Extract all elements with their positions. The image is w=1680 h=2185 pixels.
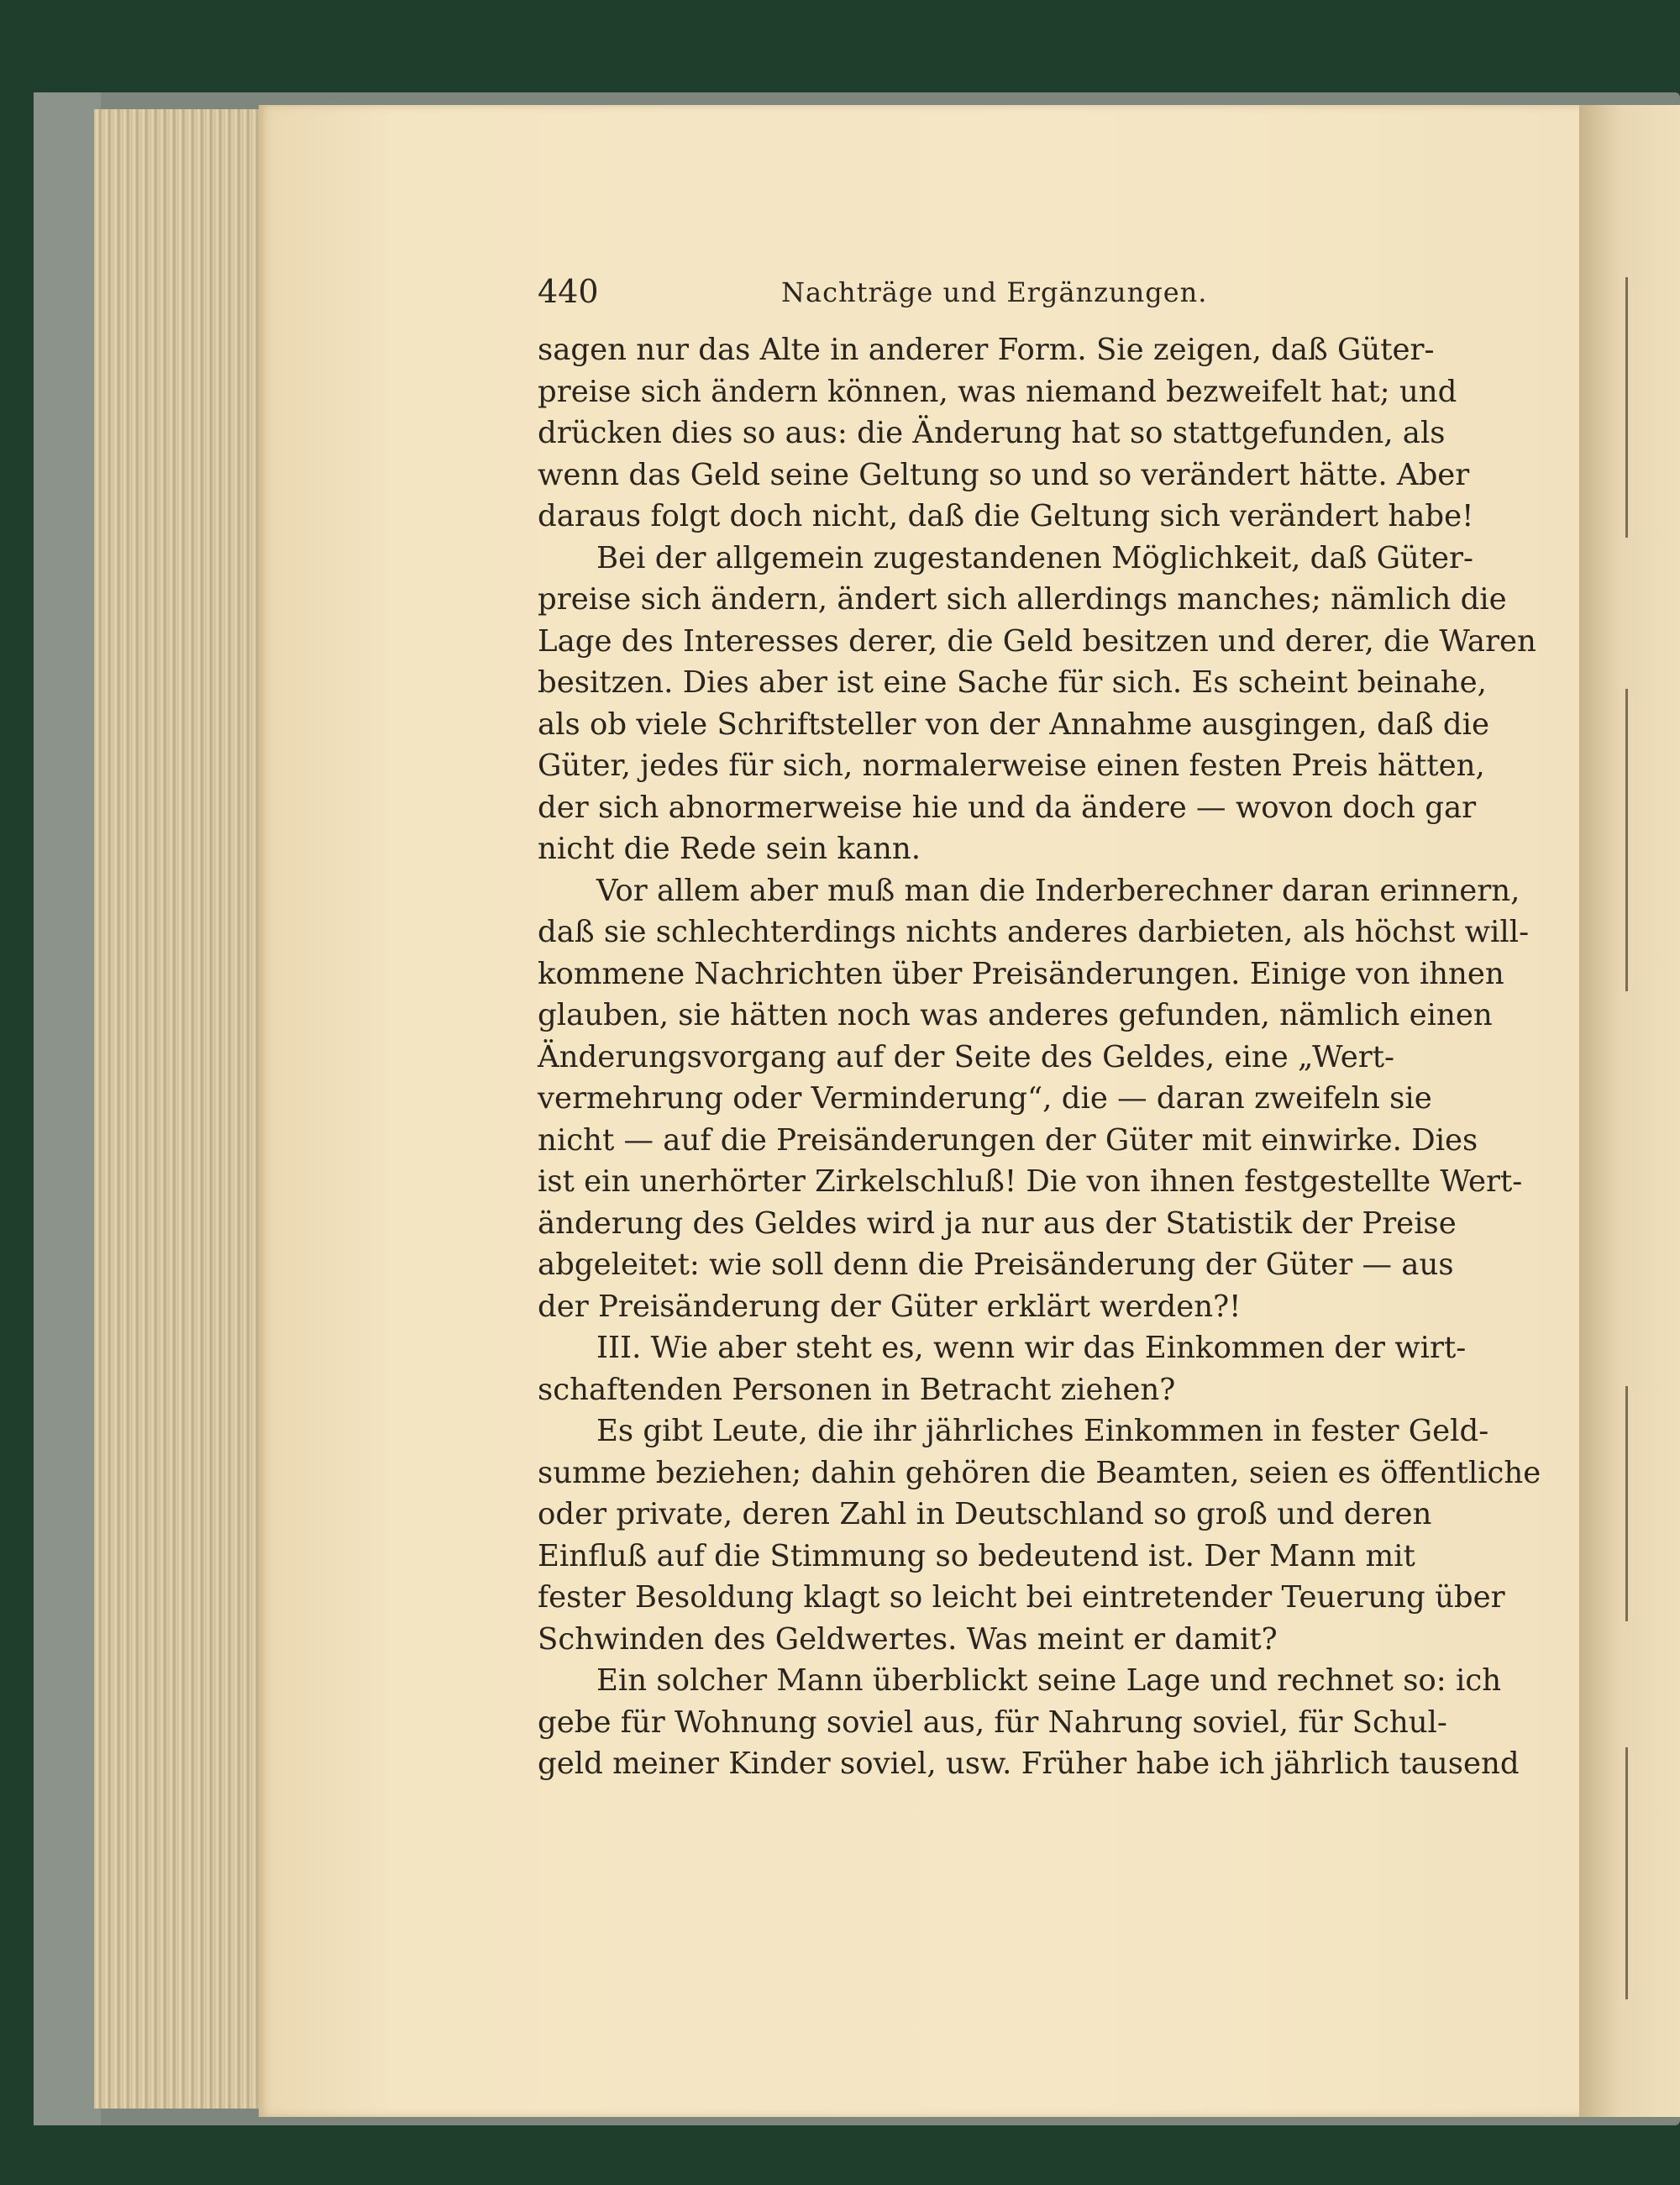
text-line: abgeleitet: wie soll denn die Preisänderung der Güter — aus bbox=[538, 1247, 1454, 1282]
text-line: Änderungsvorgang auf der Seite des Geldes, eine „Wert- bbox=[538, 1039, 1394, 1074]
text-line: geld meiner Kinder soviel, usw. Früher habe ich jährlich tausend bbox=[538, 1746, 1520, 1781]
text-line: vermehrung oder Verminderung“, die — daran zweifeln sie bbox=[538, 1081, 1432, 1116]
text-line: gebe für Wohnung soviel aus, für Nahrung soviel, für Schul- bbox=[538, 1704, 1447, 1740]
text-line: Schwinden des Geldwertes. Was meint er damit? bbox=[538, 1621, 1278, 1657]
facing-page-edge bbox=[1579, 105, 1680, 2117]
body-text bbox=[538, 329, 1541, 1785]
text-line: Güter, jedes für sich, normalerweise einen festen Preis hätten, bbox=[538, 748, 1485, 783]
text-line: schaftenden Personen in Betracht ziehen? bbox=[538, 1372, 1176, 1407]
text-line: kommene Nachrichten über Preisänderungen. Einige von ihnen bbox=[538, 956, 1504, 991]
text-line: Einfluß auf die Stimmung so bedeutend ist. Der Mann mit bbox=[538, 1538, 1415, 1573]
text-line: preise sich ändern, ändert sich allerdings manches; nämlich die bbox=[538, 582, 1507, 617]
text-line: drücken dies so aus: die Änderung hat so stattgefunden, als bbox=[538, 416, 1446, 450]
running-head: Nachträge und Ergänzungen. bbox=[781, 276, 1208, 308]
text-line: änderung des Geldes wird ja nur aus der Statistik der Preise bbox=[538, 1205, 1457, 1241]
text-line: Lage des Interesses derer, die Geld besitzen und derer, die Waren bbox=[538, 623, 1536, 659]
text-line: Ein solcher Mann überblickt seine Lage und rechnet so: ich bbox=[596, 1663, 1502, 1698]
book-cover-edge bbox=[34, 92, 101, 2125]
text-line: fester Besoldung klagt so leicht bei eintretender Teuerung über bbox=[538, 1580, 1505, 1615]
text-line: daraus folgt doch nicht, daß die Geltung sich verändert habe! bbox=[538, 499, 1474, 533]
text-line: nicht — auf die Preisänderungen der Güter mit einwirke. Dies bbox=[538, 1122, 1478, 1158]
text-line: ist ein unerhörter Zirkelschluß! Die von ihnen festgestellte Wert- bbox=[538, 1164, 1523, 1199]
gutter-line bbox=[1625, 1747, 1628, 1999]
text-line: als ob viele Schriftsteller von der Annahme ausgingen, daß die bbox=[538, 706, 1489, 742]
gutter-line bbox=[1625, 277, 1628, 538]
text-line: III. Wie aber steht es, wenn wir das Einkommen der wirt- bbox=[596, 1331, 1467, 1365]
text-line: wenn das Geld seine Geltung so und so verändert hätte. Aber bbox=[538, 457, 1470, 492]
text-line: der sich abnormerweise hie und da ändere — wovon doch gar bbox=[538, 790, 1477, 825]
text-line: Bei der allgemein zugestandenen Möglichkeit, daß Güter- bbox=[596, 540, 1474, 575]
page-header bbox=[538, 273, 1394, 315]
text-line: summe beziehen; dahin gehören die Beamten, seien es öffentliche bbox=[538, 1455, 1541, 1490]
page-number: 440 bbox=[538, 273, 599, 310]
text-line: glauben, sie hätten noch was anderes gefunden, nämlich einen bbox=[538, 998, 1493, 1032]
text-line: besitzen. Dies aber ist eine Sache für sich. Es scheint beinahe, bbox=[538, 665, 1487, 700]
text-line: der Preisänderung der Güter erklärt werden?! bbox=[538, 1289, 1242, 1324]
text-line: sagen nur das Alte in anderer Form. Sie zeigen, daß Güter- bbox=[538, 333, 1435, 367]
text-line: nicht die Rede sein kann. bbox=[538, 832, 921, 866]
text-line: Vor allem aber muß man die Inderberechner daran erinnern, bbox=[596, 873, 1520, 908]
text-line: Es gibt Leute, die ihr jährliches Einkommen in fester Geld- bbox=[596, 1414, 1489, 1448]
gutter-line bbox=[1625, 689, 1628, 991]
text-line: daß sie schlechterdings nichts anderes darbieten, als höchst will- bbox=[538, 915, 1530, 949]
gutter-line bbox=[1625, 1386, 1628, 1621]
text-line: oder private, deren Zahl in Deutschland so groß und deren bbox=[538, 1497, 1432, 1531]
page-stack-edges bbox=[94, 109, 270, 2109]
text-line: preise sich ändern können, was niemand bezweifelt hat; und bbox=[538, 374, 1457, 409]
